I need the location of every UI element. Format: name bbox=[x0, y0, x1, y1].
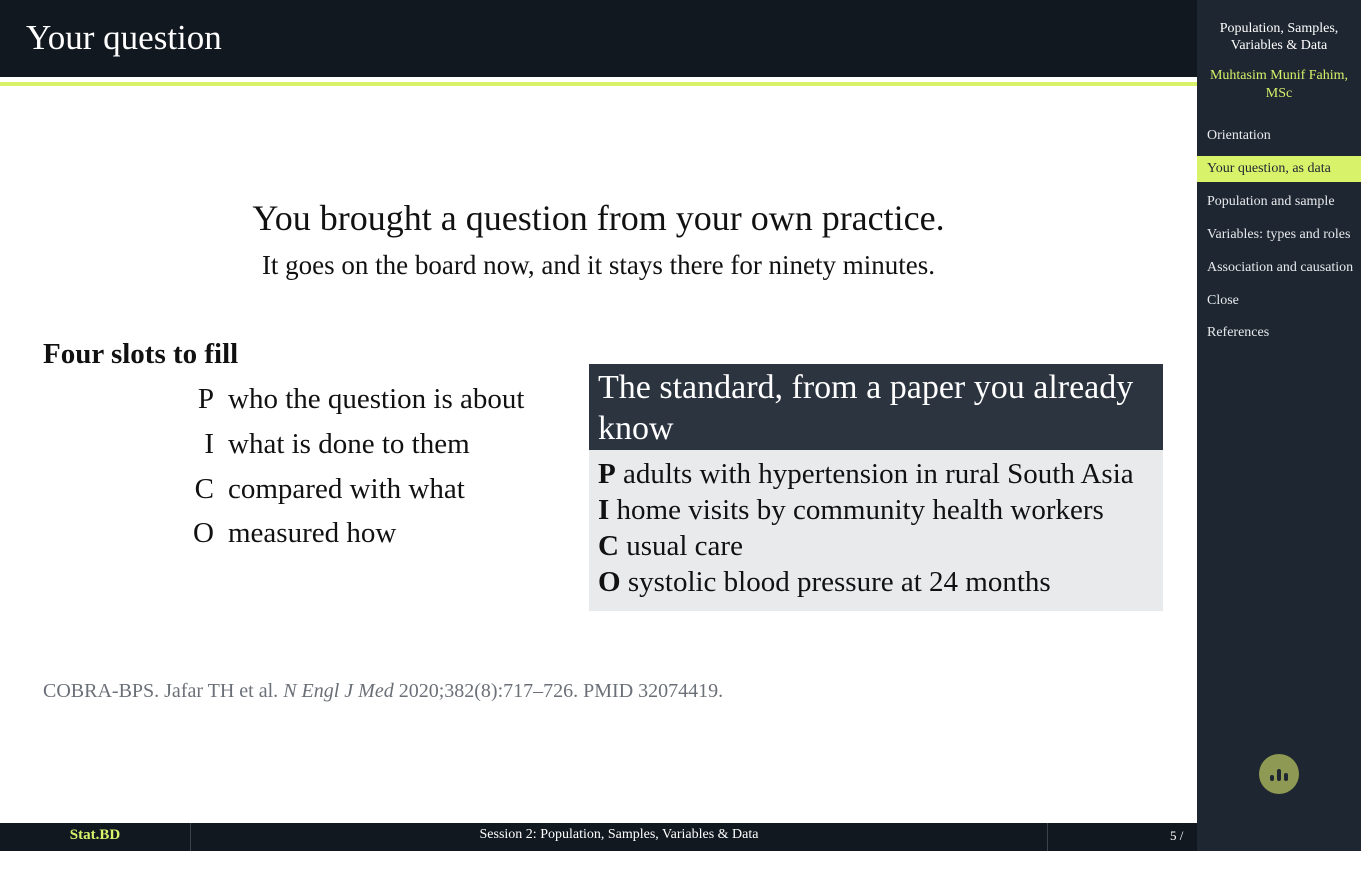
pico-item-c bbox=[598, 530, 743, 563]
sidebar-item-label: Association and causation bbox=[1207, 260, 1354, 275]
menu-button[interactable] bbox=[1259, 754, 1299, 794]
pico-text: home visits by community health workers bbox=[616, 494, 1104, 526]
sidebar-item-variables[interactable] bbox=[1197, 222, 1361, 248]
accent-divider bbox=[0, 82, 1197, 86]
pico-letter: C bbox=[598, 530, 619, 562]
pico-item-p bbox=[598, 458, 1134, 491]
slot-description: what is done to them bbox=[228, 428, 470, 460]
citation-suffix: 2020;382(8):717–726. PMID 32074419. bbox=[398, 680, 724, 702]
example-box bbox=[589, 364, 1163, 611]
slot-row-c bbox=[180, 473, 560, 513]
sidebar-author: Muhtasim Munif Fahim, MSc bbox=[1209, 68, 1349, 101]
example-box-title: The standard, from a paper you already know bbox=[598, 369, 1134, 447]
sidebar-item-label: Your question, as data bbox=[1207, 161, 1331, 176]
pico-text: usual care bbox=[626, 530, 743, 562]
sidebar-item-label: Orientation bbox=[1207, 128, 1271, 143]
slots-heading: Four slots to fill bbox=[43, 338, 239, 370]
slot-row-o bbox=[180, 517, 560, 557]
slot-row-i bbox=[180, 428, 560, 468]
slot-description: compared with what bbox=[228, 473, 465, 505]
example-box-header bbox=[589, 364, 1163, 450]
citation-journal: N Engl J Med bbox=[283, 680, 394, 702]
slide-header bbox=[0, 0, 1197, 77]
sidebar-title: Population, Samples, Variables & Data bbox=[1219, 21, 1339, 53]
citation-prefix: COBRA-BPS. Jafar TH et al. bbox=[43, 680, 279, 702]
slot-letter: I bbox=[204, 428, 214, 460]
sidebar-item-label: Variables: types and roles bbox=[1207, 227, 1351, 242]
bar-chart-icon bbox=[1270, 767, 1288, 781]
pico-item-o bbox=[598, 566, 1051, 599]
lead-substatement: It goes on the board now, and it stays there for ninety minutes. bbox=[261, 250, 936, 280]
sidebar-item-your-question[interactable] bbox=[1197, 156, 1361, 182]
sidebar bbox=[1197, 0, 1361, 851]
footer-brand: Stat.BD bbox=[0, 823, 191, 851]
sidebar-item-label: Population and sample bbox=[1207, 194, 1335, 209]
slot-description: measured how bbox=[228, 517, 397, 549]
pico-text: systolic blood pressure at 24 months bbox=[627, 566, 1051, 598]
slide-footer bbox=[0, 823, 1197, 869]
pico-letter: P bbox=[598, 458, 616, 490]
sidebar-item-association[interactable] bbox=[1197, 255, 1361, 281]
slide-title: Your question bbox=[26, 18, 222, 57]
footer-session-title: Session 2: Population, Samples, Variables & Data bbox=[191, 823, 1048, 851]
pico-text: adults with hypertension in rural South Asia bbox=[622, 458, 1134, 490]
sidebar-item-label: Close bbox=[1207, 293, 1239, 308]
sidebar-item-population-sample[interactable] bbox=[1197, 189, 1361, 215]
sidebar-item-orientation[interactable] bbox=[1197, 123, 1361, 149]
citation bbox=[43, 680, 723, 703]
pico-letter: I bbox=[598, 494, 610, 526]
sidebar-item-label: References bbox=[1207, 325, 1270, 340]
slot-description: who the question is about bbox=[228, 383, 525, 415]
sidebar-item-close[interactable] bbox=[1197, 288, 1361, 314]
slot-letter: O bbox=[193, 517, 214, 549]
sidebar-item-references[interactable] bbox=[1197, 320, 1361, 346]
pico-item-i bbox=[598, 494, 1104, 527]
page-counter: 5 / 43 bbox=[1170, 828, 1184, 869]
slot-row-p bbox=[180, 383, 560, 423]
slot-letter: C bbox=[194, 473, 214, 505]
pico-letter: O bbox=[598, 566, 621, 598]
slot-letter: P bbox=[197, 383, 214, 415]
lead-statement: You brought a question from your own practice. bbox=[252, 198, 945, 238]
